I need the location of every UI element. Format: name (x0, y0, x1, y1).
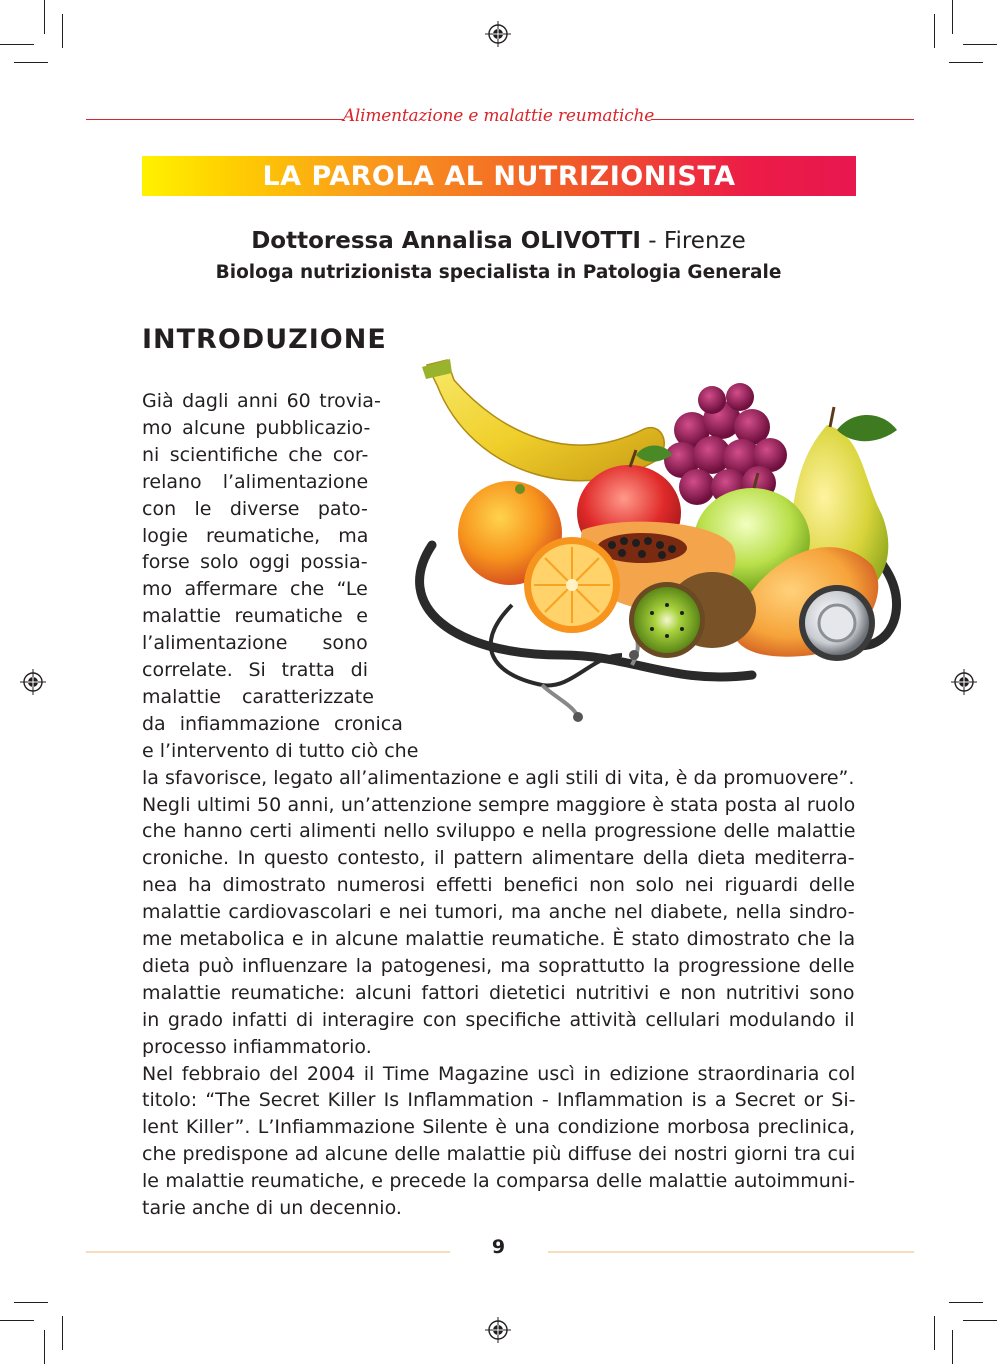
crop-mark (44, 1330, 45, 1364)
author-role: Biologa nutrizionista specialista in Patologia Generale (215, 262, 782, 283)
crop-mark (949, 62, 983, 63)
body-line: l’alimentazione sono (142, 632, 368, 655)
body-line: logie reumatiche, ma (142, 524, 369, 547)
crop-mark (963, 1320, 997, 1321)
banner-title: LA PAROLA AL NUTRIZIONISTA (262, 161, 736, 192)
author-line (0, 228, 997, 254)
body-line: malattie reumatiche e (142, 605, 368, 628)
crop-mark (949, 1302, 983, 1303)
body-line: con le diverse pato- (142, 497, 368, 520)
body-line: lent Killer”. L’Infiammazione Silente è una condizione morbosa preclinica, (142, 1116, 856, 1139)
body-line: le malattie reumatiche, e precede la comparsa delle malattie autoimmuni- (142, 1170, 855, 1193)
body-line: Nel febbraio del 2004 il Time Magazine uscì in edizione straordinaria col (142, 1062, 856, 1085)
crop-mark (952, 0, 953, 34)
body-line: Già dagli anni 60 trovia- (142, 390, 381, 412)
section-banner (142, 156, 856, 196)
body-line: nea ha dimostrato numerosi effetti benefici non solo nei riguardi delle (142, 874, 855, 897)
body-line: malattie cardiovascolari e nei tumori, ma anche nel diabete, nella sindro- (142, 901, 855, 924)
body-line: titolo: “The Secret Killer Is Inflammation - Inflammation is a Secret or Si- (142, 1089, 856, 1112)
body-line: malattie reumatiche: alcuni fattori dietetici nutritivi e non nutritivi sono (142, 981, 855, 1004)
body-line: Negli ultimi 50 anni, un’attenzione sempre maggiore è stata posta al ruolo (142, 793, 856, 816)
running-header: Alimentazione e malattie reumatiche (342, 106, 655, 126)
body-line: la sfavorisce, legato all’alimentazione e agli stili di vita, è da promuovere”. (142, 766, 855, 789)
crop-mark (62, 14, 63, 48)
registration-mark-icon (485, 1317, 511, 1343)
body-line: tarie anche di un decennio. (142, 1197, 402, 1219)
body-line: mo alcune pubblicazio- (142, 416, 371, 439)
crop-mark (0, 1320, 34, 1321)
body-line: me metabolica e in alcune malattie reumatiche. È stato dimostrato che la (142, 928, 856, 950)
crop-mark (934, 1316, 935, 1350)
body-line: che hanno certi alimenti nello sviluppo e nella progressione delle malattie (142, 820, 856, 843)
body-line: malattie caratterizzate (142, 685, 374, 708)
body-line: forse solo oggi possia- (142, 551, 368, 574)
body-line: in grado infatti di interagire con specifiche attività cellulari modulando il (142, 1008, 855, 1031)
body-line: ni scientifiche che cor- (142, 443, 369, 466)
body-line: e l’intervento di tutto ciò che (142, 739, 419, 762)
page-number: 9 (491, 1236, 506, 1258)
registration-mark-icon (485, 21, 511, 47)
crop-mark (952, 1330, 953, 1364)
crop-mark (963, 44, 997, 45)
registration-mark-icon (951, 669, 977, 695)
crop-mark (0, 44, 34, 45)
body-line: relano l’alimentazione (142, 470, 369, 493)
body-line: mo affermare che “Le (142, 578, 368, 601)
author-city: - Firenze (640, 228, 746, 254)
crop-mark (44, 0, 45, 34)
body-line: da infiammazione cronica (142, 712, 403, 735)
section-heading: INTRODUZIONE (142, 324, 387, 355)
registration-mark-icon (20, 669, 46, 695)
body-line: che predispone ad alcune delle malattie più diffuse dei nostri giorni tra cui (142, 1143, 856, 1166)
author-name: Dottoressa Annalisa OLIVOTTI (251, 228, 641, 254)
body-line: croniche. In questo contesto, il pattern alimentare della dieta mediterra- (142, 847, 855, 870)
crop-mark (14, 1302, 48, 1303)
body-line: processo infiammatorio. (142, 1035, 372, 1058)
crop-mark (14, 62, 48, 63)
fruit-and-stethoscope-illustration (392, 355, 917, 765)
crop-mark (934, 14, 935, 48)
body-line: correlate. Si tratta di (142, 659, 368, 681)
crop-mark (62, 1316, 63, 1350)
body-line: dieta può influenzare la patogenesi, ma soprattutto la progressione delle (142, 954, 855, 977)
